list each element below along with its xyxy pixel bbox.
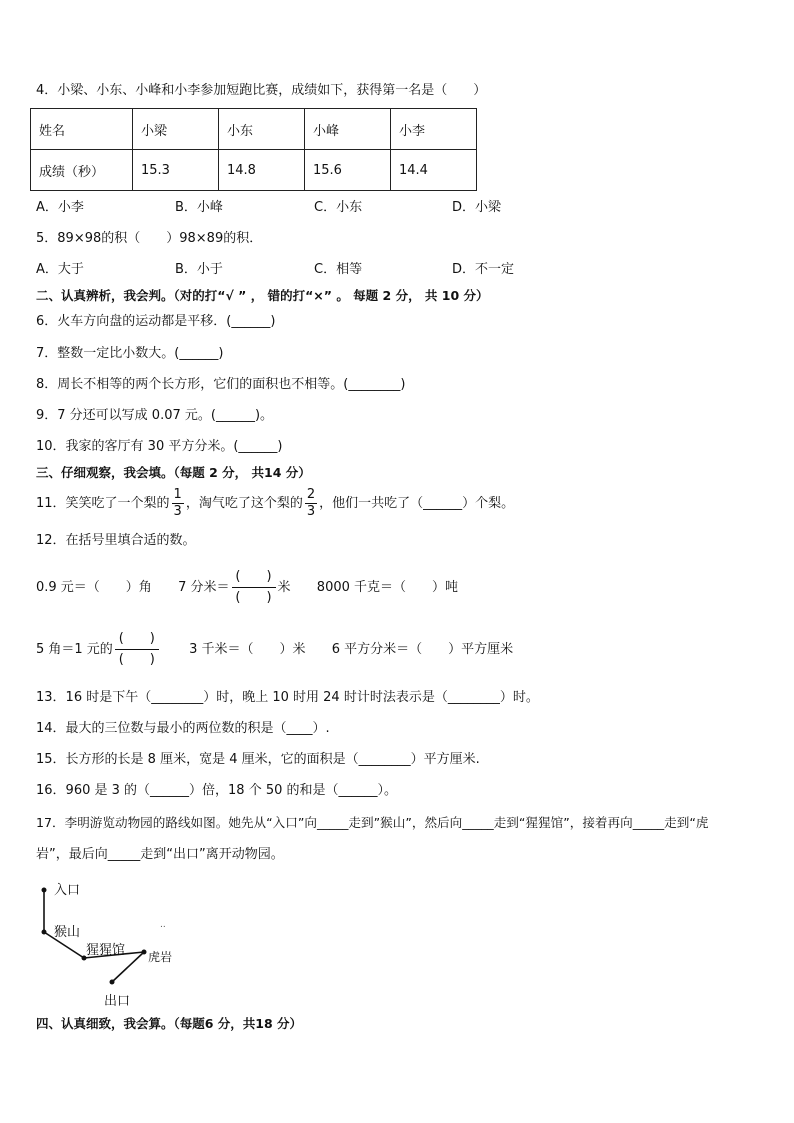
table-row — [31, 109, 477, 150]
q5-options — [36, 261, 756, 279]
table-cell: 小东 — [219, 109, 305, 150]
map-label-gorilla: 猩猩馆 — [86, 943, 126, 958]
section-heading-3: 三、仔细观察，我会填。（每题 2 分， 共14 分） — [36, 465, 311, 480]
q11-text — [36, 486, 514, 522]
table-cell: 14.4 — [391, 150, 477, 191]
option-b[interactable]: B．小于 — [175, 262, 223, 277]
fraction-numerator: 2 — [306, 487, 316, 502]
section-heading-4: 四、认真细致，我会算。（每题6 分，共18 分） — [36, 1016, 303, 1031]
q12-row1-c: 8000 千克＝（ ）吨 — [316, 580, 459, 595]
q12-row1-a: 0.9 元＝（ ）角 — [36, 580, 152, 595]
option-c[interactable]: C．相等 — [314, 262, 363, 277]
table-cell: 姓名 — [31, 109, 133, 150]
option-c[interactable]: C．小东 — [314, 200, 363, 215]
table-cell: 14.8 — [219, 150, 305, 191]
fraction-denominator: 3 — [306, 504, 316, 519]
tiger-point — [142, 950, 147, 955]
exit-point — [110, 980, 115, 985]
q9-text: 9．7 分还可以写成 0.07 元。(______)。 — [36, 408, 274, 423]
table-cell: 小李 — [391, 109, 477, 150]
q11-part2: ，淘气吃了这个梨的 — [185, 496, 303, 511]
map-label-monkey: 猴山 — [54, 925, 81, 940]
fraction-denominator: 3 — [173, 504, 182, 519]
q12-row2-b: 3 千米＝（ ）米 — [189, 642, 306, 657]
option-d[interactable]: D．不一定 — [452, 262, 515, 277]
q12-row2-a-prefix: 5 角＝1 元的 — [36, 642, 113, 657]
map-label-exit: 出口 — [104, 994, 131, 1009]
q11-part3: ，他们一共吃了（______）个梨。 — [319, 496, 515, 511]
q15-text: 15．长方形的长是 8 厘米，宽是 4 厘米，它的面积是（________）平方厘米. — [36, 752, 480, 767]
q12-row2 — [36, 626, 513, 674]
q17-line1: 17．李明游览动物园的路线如图。她先从“入口”向_____走到”猴山”，然后向_____走到“猩猩馆”，接着再向_____走到“虎 — [36, 815, 709, 830]
q12-row2-c: 6 平方分米＝（ ）平方厘米 — [331, 642, 514, 657]
option-d[interactable]: D．小梁 — [452, 200, 502, 215]
section-heading-2: 二、认真辨析，我会判。（对的打“√ ” ， 错的打“×” 。 每题 2 分， 共 10 分） — [36, 288, 489, 303]
option-a[interactable]: A．大于 — [36, 262, 84, 277]
q14-text: 14．最大的三位数与最小的两位数的积是（____）. — [36, 721, 330, 736]
table-cell: 小峰 — [305, 109, 391, 150]
monkey-point — [42, 930, 47, 935]
fraction-two-thirds — [305, 487, 317, 520]
fraction-denominator: ( ) — [235, 590, 272, 605]
fraction-numerator: ( ) — [115, 629, 159, 650]
q16-text: 16．960 是 3 的（______）倍，18 个 50 的和是（______）。 — [36, 783, 398, 798]
option-b[interactable]: B．小峰 — [175, 200, 223, 215]
q4-options — [36, 199, 756, 217]
q4-text: 4．小梁、小东、小峰和小李参加短跑比赛，成绩如下，获得第一名是（ ） — [36, 83, 487, 98]
map-label-entrance: 入口 — [54, 883, 81, 898]
q12-row1-b-suffix: 米 — [277, 580, 291, 595]
table-cell: 小梁 — [133, 109, 219, 150]
q11-part1: 11．笑笑吃了一个梨的 — [36, 496, 170, 511]
map-dots: .. — [160, 920, 166, 930]
table-cell: 成绩（秒） — [31, 150, 133, 191]
fraction-numerator: ( ) — [232, 567, 276, 588]
q6-text: 6．火车方向盘的运动都是平移．(______) — [36, 314, 276, 329]
blank-fraction[interactable] — [115, 629, 159, 670]
q8-text: 8．周长不相等的两个长方形，它们的面积也不相等。(________) — [36, 377, 406, 392]
map-label-tiger: 虎岩 — [148, 950, 173, 964]
q7-text: 7．整数一定比小数大。(______) — [36, 346, 224, 361]
q17-line2: 岩”，最后向_____走到“出口”离开动物园。 — [36, 847, 284, 862]
q12-row1-b-prefix: 7 分米＝ — [178, 580, 230, 595]
table-row — [31, 150, 477, 191]
score-table — [30, 108, 477, 191]
q12-text: 12．在括号里填合适的数。 — [36, 533, 196, 548]
option-a[interactable]: A．小李 — [36, 200, 84, 215]
fraction-numerator: 1 — [173, 487, 182, 502]
table-cell: 15.3 — [133, 150, 219, 191]
q12-row1 — [36, 564, 458, 612]
fraction-denominator: ( ) — [118, 652, 155, 667]
q13-text: 13．16 时是下午（________）时，晚上 10 时用 24 时计时法表示是（________）时。 — [36, 690, 539, 705]
blank-fraction[interactable] — [232, 567, 276, 608]
fraction-one-third — [172, 487, 184, 520]
entrance-point — [42, 888, 47, 893]
q10-text: 10．我家的客厅有 30 平方分米。(______) — [36, 439, 283, 454]
table-cell: 15.6 — [305, 150, 391, 191]
q5-text: 5．89×98的积（ ）98×89的积． — [36, 231, 263, 246]
